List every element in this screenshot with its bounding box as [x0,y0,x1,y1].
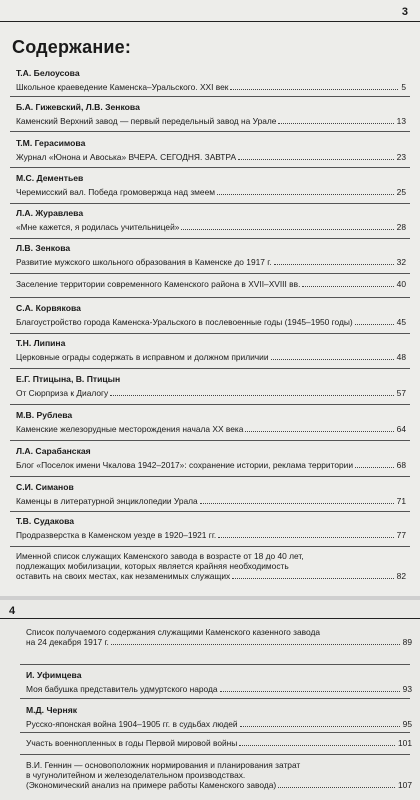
entry-page: 68 [396,460,406,470]
entry-page: 40 [396,279,406,289]
entry-title: Блог «Поселок имени Чкалова 1942–2017»: сохранение истории, реклама территории [16,460,353,470]
entry-title: Участь военнопленных в годы Первой мировой войны [26,738,238,748]
entry-title-line: Список получаемого содержания служащими Каменского казенного завода [26,627,321,637]
entry-page: 89 [402,637,412,647]
divider [10,368,410,369]
toc-entry [26,627,412,648]
entry-title-line: оставить на своих местах, как незаменимых служащих [16,571,231,581]
entry-page: 28 [396,222,406,232]
divider [20,698,410,699]
entry-title: «Мне кажется, я родилась учительницей» [16,222,180,232]
entry-page: 95 [402,719,412,729]
divider [10,273,410,274]
divider [10,167,410,168]
toc-entry [16,551,406,582]
entry-page: 101 [398,738,412,748]
divider [20,732,410,733]
page-title: Содержание: [12,37,132,57]
toc-entry [26,738,412,749]
entry-author: М.В. Рублева [16,410,73,420]
toc-entry [16,338,406,363]
entry-title-line: В.И. Геннин — основоположник нормирования и планирования затрат [26,760,301,770]
entry-author: Л.А. Сарабанская [16,446,91,456]
entry-title: Каменские железорудные месторождения начала XX века [16,424,244,434]
entry-author: М.С. Дементьев [16,173,84,183]
entry-title-line: подлежащих мобилизации, которых является крайняя необходимость [16,561,289,571]
entry-page: 71 [396,496,406,506]
toc-entry [16,410,406,435]
divider [10,297,410,298]
entry-author: Е.Г. Птицына, В. Птицын [16,374,121,384]
divider [10,203,410,204]
entry-title: Развитие мужского школьного образования в Каменске до 1917 г. [16,257,272,267]
entry-page: 64 [396,424,406,434]
divider [10,96,410,97]
entry-title: Заселение территории современного Каменского района в XVII–XVIII вв. [16,279,301,289]
entry-title-line: Именной список служащих Каменского завода в возрасте от 18 до 40 лет, [16,551,304,561]
entry-page: 57 [396,388,406,398]
entry-title-line: (Экономический анализ на примере работы Каменского завода) [26,780,277,790]
divider [10,440,410,441]
entry-page: 93 [402,684,412,694]
entry-author: Т.М. Герасимова [16,138,86,148]
toc-entry [16,138,406,163]
toc-entry [26,705,412,730]
entry-author: Б.А. Гижевский, Л.В. Зенкова [16,102,140,112]
entry-title: Черемисский вал. Победа громовержца над змеем [16,187,215,197]
header-rule [0,618,420,619]
entry-author: Т.Н. Липина [16,338,66,348]
entry-title-line: в чугунолитейном и железоделательном производствах. [26,770,246,780]
entry-title: Журнал «Юнона и Авоська» ВЧЕРА. СЕГОДНЯ. ЗАВТРА [16,152,237,162]
entry-author: Л.А. Журавлева [16,208,84,218]
entry-title: От Сюрприза к Диалогу [16,388,109,398]
entry-page: 25 [396,187,406,197]
entry-title-line: на 24 декабря 1917 г. [26,637,109,647]
entry-page: 107 [398,780,412,790]
toc-entry [16,303,406,328]
entry-page: 32 [396,257,406,267]
toc-entry [26,670,412,695]
toc-entry [26,760,412,791]
page-number: 3 [401,6,408,18]
toc-entry [16,102,406,127]
divider [20,754,410,755]
entry-page: 23 [396,152,406,162]
divider [10,511,410,512]
toc-entry [16,173,406,198]
divider [10,404,410,405]
entry-author: С.А. Корвякова [16,303,81,313]
entry-title: Продразверстка в Каменском уезде в 1920–1921 гг. [16,530,217,540]
entry-page: 45 [396,317,406,327]
entry-title: Моя бабушка представитель удмуртского народа [26,684,218,694]
divider [10,333,410,334]
entry-author: И. Уфимцева [26,670,82,680]
divider [10,238,410,239]
entry-title: Благоустройство города Каменска-Уральского в послевоенные годы (1945–1950 годы) [16,317,353,327]
entry-page: 48 [396,352,406,362]
toc-entry [16,482,406,507]
entry-author: М.Д. Черняк [26,705,78,715]
toc-entry [16,243,406,268]
toc-entry [16,446,406,471]
entry-page: 13 [396,116,406,126]
entry-page: 5 [401,82,406,92]
page-number: 4 [9,605,16,617]
entry-page: 82 [396,571,406,581]
entry-title: Каменцы в литературной энциклопедии Урала [16,496,198,506]
header-rule [0,21,420,22]
entry-author: Т.В. Судакова [16,516,75,526]
divider [10,131,410,132]
toc-entry [16,374,406,399]
divider [20,664,410,665]
toc-entry [16,516,406,541]
divider [10,546,410,547]
toc-entry [16,279,406,290]
entry-title: Русско-японская война 1904–1905 гг. в судьбах людей [26,719,238,729]
entry-author: С.И. Симанов [16,482,74,492]
entry-title: Школьное краеведение Каменска–Уральского. XXI век [16,82,229,92]
toc-entry [16,208,406,233]
toc-page-4 [0,600,420,800]
entry-title: Церковные ограды содержать в исправном и должном приличии [16,352,269,362]
entry-page: 77 [396,530,406,540]
toc-entry [16,68,406,93]
entry-title: Каменский Верхний завод — первый передельный завод на Урале [16,116,277,126]
entry-author: Л.В. Зенкова [16,243,71,253]
divider [10,476,410,477]
entry-author: Т.А. Белоусова [16,68,80,78]
